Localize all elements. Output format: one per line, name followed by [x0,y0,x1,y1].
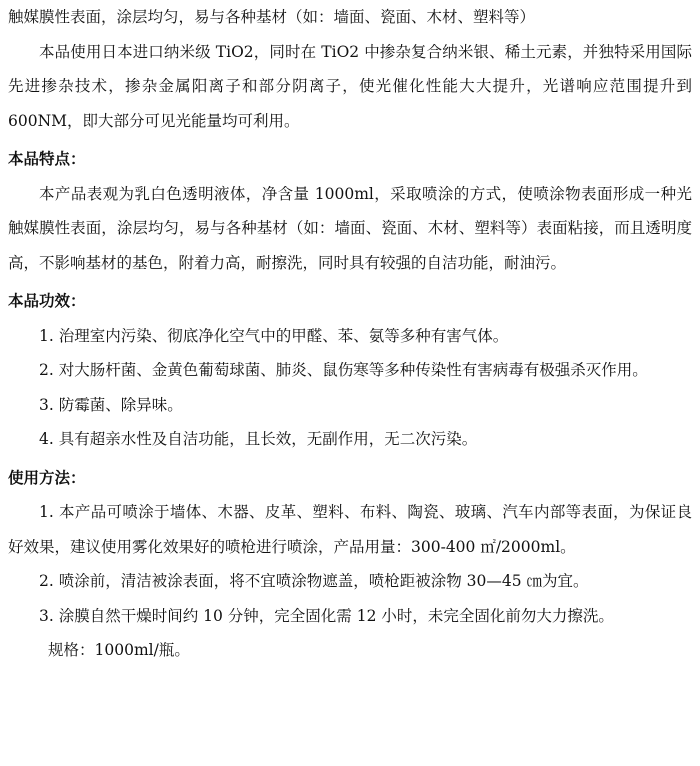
features-heading: 本品特点： [8,150,86,168]
document-page [8,0,692,668]
efficacy-item-4: 4. 具有超亲水性及自洁功能，且长效，无副作用，无二次污染。 [39,430,478,448]
usage-item-1: 1. 本产品可喷涂于墙体、木器、皮革、塑料、布料、陶瓷、玻璃、汽车内部等表面，为保证良好效果，建议使用雾化效果好的喷枪进行喷涂，产品用量：300-400 ㎡/2000ml。 [8,503,692,556]
efficacy-item-1: 1. 治理室内污染、彻底净化空气中的甲醛、苯、氨等多种有害气体。 [39,326,509,345]
efficacy-item-3: 3. 防霉菌、除异味。 [39,395,183,414]
efficacy-heading: 本品功效： [8,292,86,310]
usage-item-3: 3. 涂膜自然干燥时间约 10 分钟，完全固化需 12 小时，未完全固化前勿大力擦洗。 [39,606,614,625]
efficacy-item-2: 2. 对大肠杆菌、金黄色葡萄球菌、肺炎、鼠伤寒等多种传染性有害病毒有极强杀灭作用。 [39,361,648,379]
intro-first-line: 触媒膜性表面，涂层均匀，易与各种基材（如：墙面、瓷面、木材、塑料等） [8,8,536,26]
usage-item-2: 2. 喷涂前，清洁被涂表面，将不宜喷涂物遮盖，喷枪距被涂物 30—45 ㎝为宜。 [39,572,589,590]
intro-paragraph: 本品使用日本进口纳米级 TiO2，同时在 TiO2 中掺杂复合纳米银、稀土元素，并独特采用国际先进掺杂技术，掺杂金属阳离子和部分阴离子，使光催化性能大大提升，光谱响应范围提升到 600NM，即大部分可见光能量均可利用。 [8,42,692,130]
usage-heading: 使用方法： [8,468,86,487]
features-paragraph: 本产品表观为乳白色透明液体，净含量 1000ml，采取喷涂的方式，使喷涂物表面形成一种光触媒膜性表面，涂层均匀，易与各种基材（如：墙面、瓷面、木材、塑料等）表面粘接，而且透明度高，不影响基材的基色，附着力高，耐擦洗，同时具有较强的自洁功能，耐油污。 [8,184,692,272]
usage-spec: 规格：1000ml/瓶。 [48,641,190,659]
